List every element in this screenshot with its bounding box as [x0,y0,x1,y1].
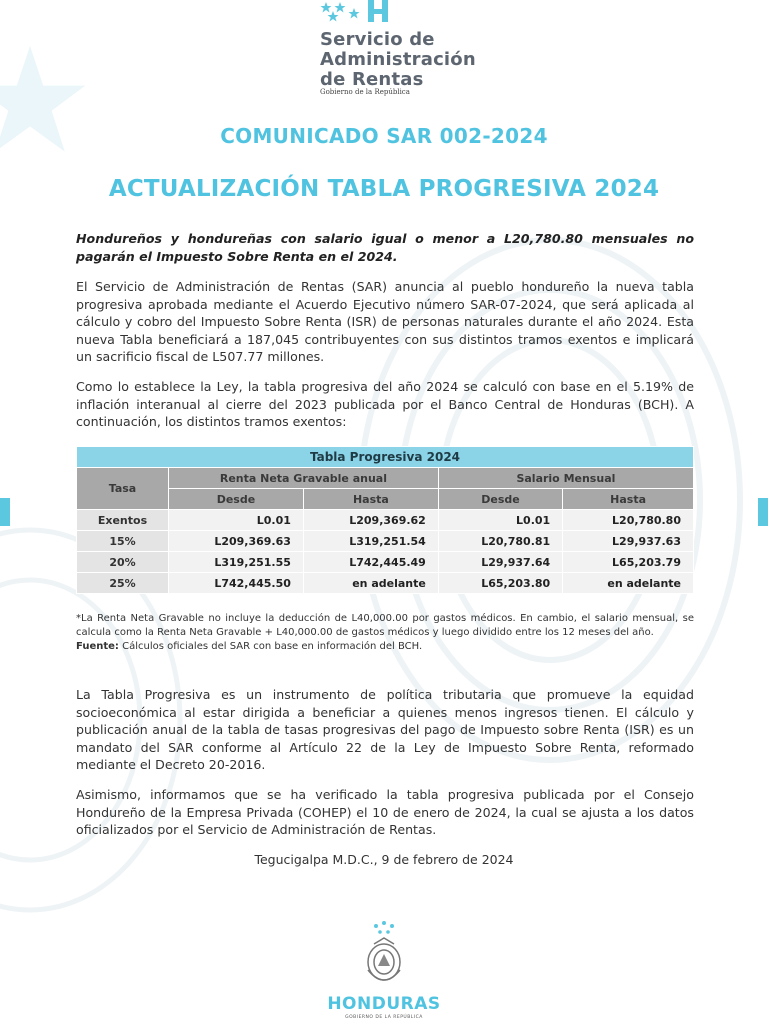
cell-renta-desde: L742,445.50 [169,573,304,594]
col-salario-hasta: Hasta [563,489,694,510]
table-row [77,531,694,552]
footnote-text: *La Renta Neta Gravable no incluye la deducción de L40,000.00 por gastos médicos. En cambio, el salario mensual, se calcula como la Renta Neta Gravable + L40,000.00 de gastos médicos y luego dividido entre los 12 meses del año. [76,613,694,638]
honduras-brand: HONDURAS [327,994,441,1014]
source-text: Cálculos oficiales del SAR con base en información del BCH. [118,641,423,652]
table-row [77,573,694,594]
cell-salario-desde: L0.01 [438,510,562,531]
communique-number: COMUNICADO SAR 002-2024 [220,124,548,148]
cell-salario-hasta: L65,203.79 [563,552,694,573]
cell-salario-hasta: en adelante [563,573,694,594]
col-renta-desde: Desde [169,489,304,510]
page-title: ACTUALIZACIÓN TABLA PROGRESIVA 2024 [108,176,660,202]
logo-text-line2: Administración [320,49,476,70]
lead-paragraph: Hondureños y hondureñas con salario igual o menor a L20,780.80 mensuales no pagarán el Impuesto Sobre Renta en el 2024. [76,231,694,264]
cell-salario-hasta: L29,937.63 [563,531,694,552]
place-and-date: Tegucigalpa M.D.C., 9 de febrero de 2024 [254,852,514,867]
sar-logo [318,0,518,104]
col-group-salario: Salario Mensual [438,468,693,489]
cell-salario-desde: L20,780.81 [438,531,562,552]
logo-text-line3: de Rentas [320,69,424,90]
body-paragraph-4: Asimismo, informamos que se ha verificado la tabla progresiva publicada por el Consejo Hondureño de la Empresa Privada (COHEP) el 10 de enero de 2024, la cual se ajusta a los datos oficializados por el Servicio de Administración de Rentas. [76,787,694,837]
cell-renta-hasta: L319,251.54 [303,531,438,552]
col-salario-desde: Desde [438,489,562,510]
body-paragraph-1: El Servicio de Administración de Rentas (SAR) anuncia al pueblo hondureño la nueva tabla progresiva aprobada mediante el Acuerdo Ejecutivo número SAR-07-2024, que será aplicada al cálculo y cobro del Impuesto Sobre Renta (ISR) de personas naturales durante el año 2024. Esta nueva Tabla beneficiará a 187,045 contribuyentes con sus distintos tramos exentos e implicará un sacrificio fiscal de L507.77 millones. [76,279,694,364]
col-renta-hasta: Hasta [303,489,438,510]
honduras-stars-icon [318,0,398,26]
cell-renta-desde: L0.01 [169,510,304,531]
honduras-brand-subtitle: GOBIERNO DE LA REPÚBLICA [345,1015,423,1020]
right-accent-bar [758,498,768,526]
table-row [77,510,694,531]
progressive-tax-table [76,446,694,594]
logo-text-line1: Servicio de [320,29,435,50]
row-tasa: 25% [77,573,169,594]
cell-salario-hasta: L20,780.80 [563,510,694,531]
table-footnote [76,612,694,654]
cell-renta-hasta: L209,369.62 [303,510,438,531]
footnote-source [76,640,694,654]
left-accent-bar [0,498,10,526]
table-row [77,552,694,573]
row-tasa: 20% [77,552,169,573]
table-title: Tabla Progresiva 2024 [77,447,694,468]
cell-salario-desde: L29,937.64 [438,552,562,573]
cell-salario-desde: L65,203.80 [438,573,562,594]
coat-of-arms-icon [354,920,414,992]
col-tasa-header: Tasa [77,468,169,510]
cell-renta-hasta: en adelante [303,573,438,594]
cell-renta-desde: L209,369.63 [169,531,304,552]
body-paragraph-3: La Tabla Progresiva es un instrumento de política tributaria que promueve la equidad socioeconómica al estar dirigida a beneficiar a quienes menos ingresos tienen. El cálculo y publicación anual de la tabla de tasas progresivas del pago de Impuesto sobre Renta (ISR) es un mandato del SAR conforme al Artículo 22 de la Ley de Impuesto Sobre Renta, reformado mediante el Decreto 20-2016. [76,687,694,772]
row-tasa: Exentos [77,510,169,531]
col-group-renta: Renta Neta Gravable anual [169,468,439,489]
logo-subtitle: Gobierno de la República [320,88,410,96]
row-tasa: 15% [77,531,169,552]
cell-renta-hasta: L742,445.49 [303,552,438,573]
cell-renta-desde: L319,251.55 [169,552,304,573]
body-paragraph-2: Como lo establece la Ley, la tabla progresiva del año 2024 se calculó con base en el 5.19% de inflación interanual al cierre del 2023 publicada por el Banco Central de Honduras (BCH). A continuación, los distintos tramos exentos: [76,379,694,429]
source-label: Fuente: [76,641,119,652]
